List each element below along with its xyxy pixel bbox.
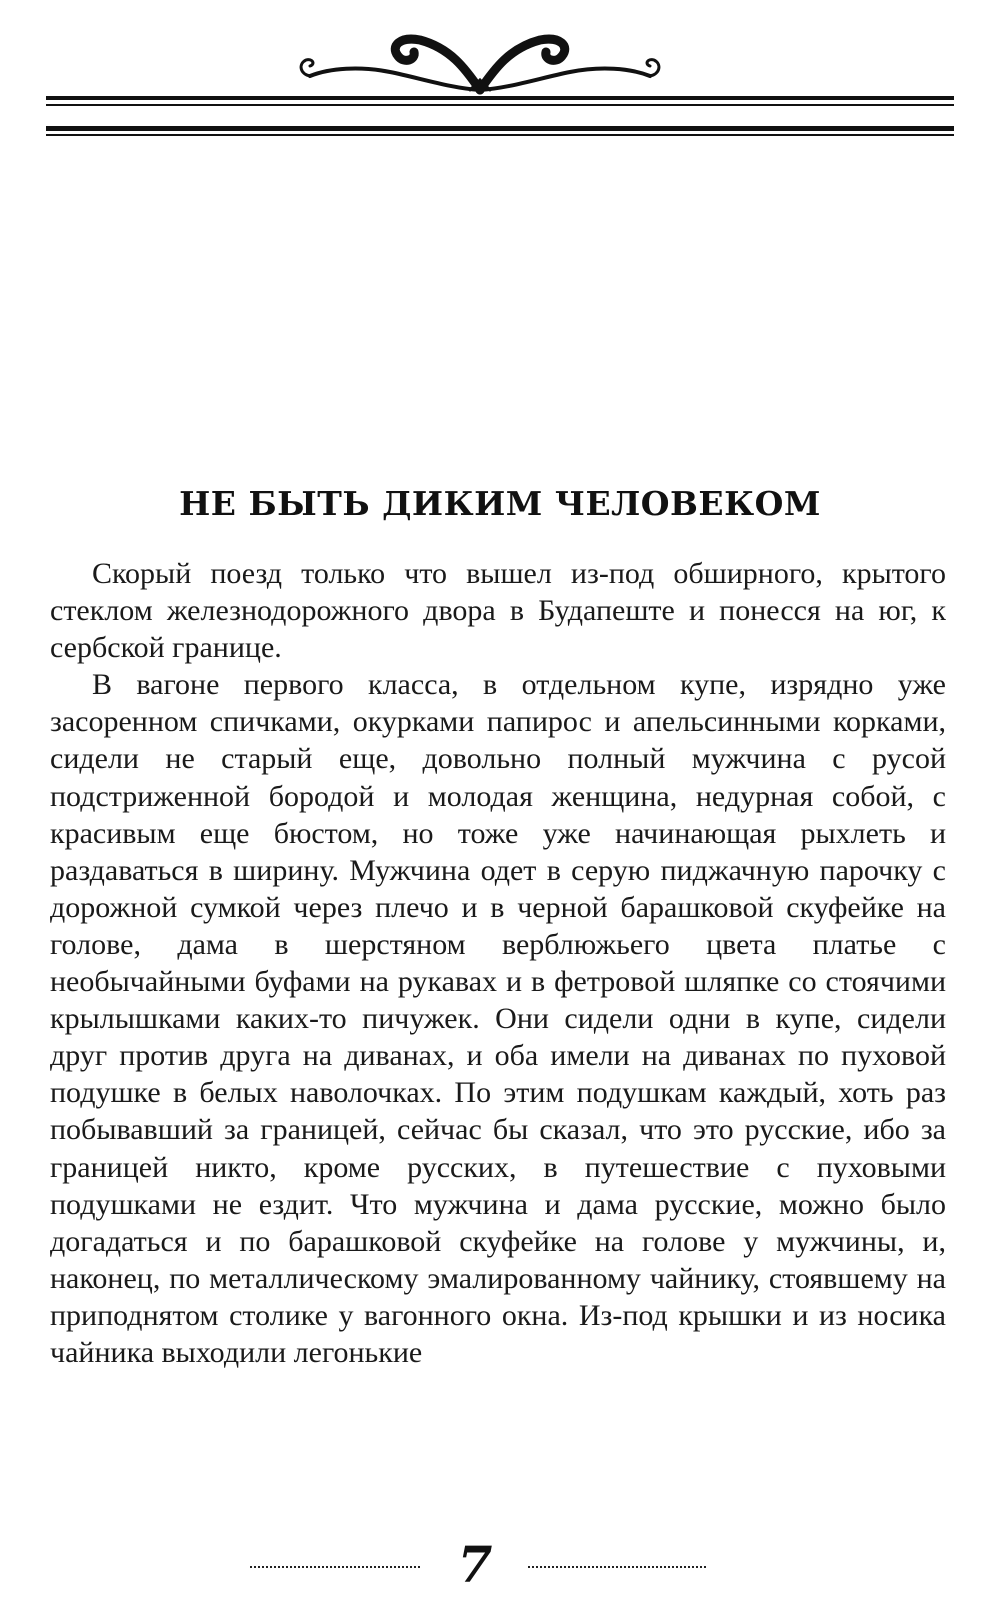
- footer-rule: [250, 1566, 420, 1568]
- chapter-title: НЕ БЫТЬ ДИКИМ ЧЕЛОВЕКОМ: [179, 484, 821, 523]
- header-rule: [46, 96, 954, 100]
- body-text: [50, 555, 946, 1371]
- scroll-ornament-icon: [290, 28, 670, 98]
- paragraph: В вагоне первого класса, в отдельном купе, изрядно уже засоренном спичками, окурками папирос и апельсинными корками, сидели не старый еще, довольно полный мужчина с русой подстриженной бородой и молодая женщина, недурная собой, с красивым еще бюстом, но тоже уже начинающая рыхлеть и раздаваться в ширину. Мужчина одет в серую пиджачную парочку с дорожной сумкой через плечо и в черной барашковой скуфейке на голове, дама в шерстяном верблюжьего цвета платье с необычайными буфами на рукавах и в фетровой шляпке со стоячими крылышками каких-то пичужек. Они сидели одни в купе, сидели друг против друга на диванах, и оба имели на диванах по пуховой подушке в белых наволочках. По этим подушкам каждый, хоть раз побывавший за границей, сейчас бы сказал, что это русские, ибо за границей никто, кроме русских, в путешествие с пуховыми подушками не ездит. Что мужчина и дама русские, можно было догадаться и по барашковой скуфейке на голове у мужчины, и, наконец, по металлическому эмалированному чайнику, стоявшему на приподнятом столике у вагонного окна. Из-под крышки и из носика чайника выходили легонькие: [50, 668, 946, 1369]
- paragraph: Скорый поезд только что вышел из-под обширного, крытого стеклом железнодорожного двора в Будапеште и понесся на юг, к сербской границе.: [50, 557, 946, 665]
- footer-rule: [528, 1566, 706, 1568]
- page-number: 7: [457, 1535, 493, 1594]
- header-rule: [46, 126, 954, 131]
- header-rule: [46, 134, 954, 136]
- header-rule: [46, 104, 954, 106]
